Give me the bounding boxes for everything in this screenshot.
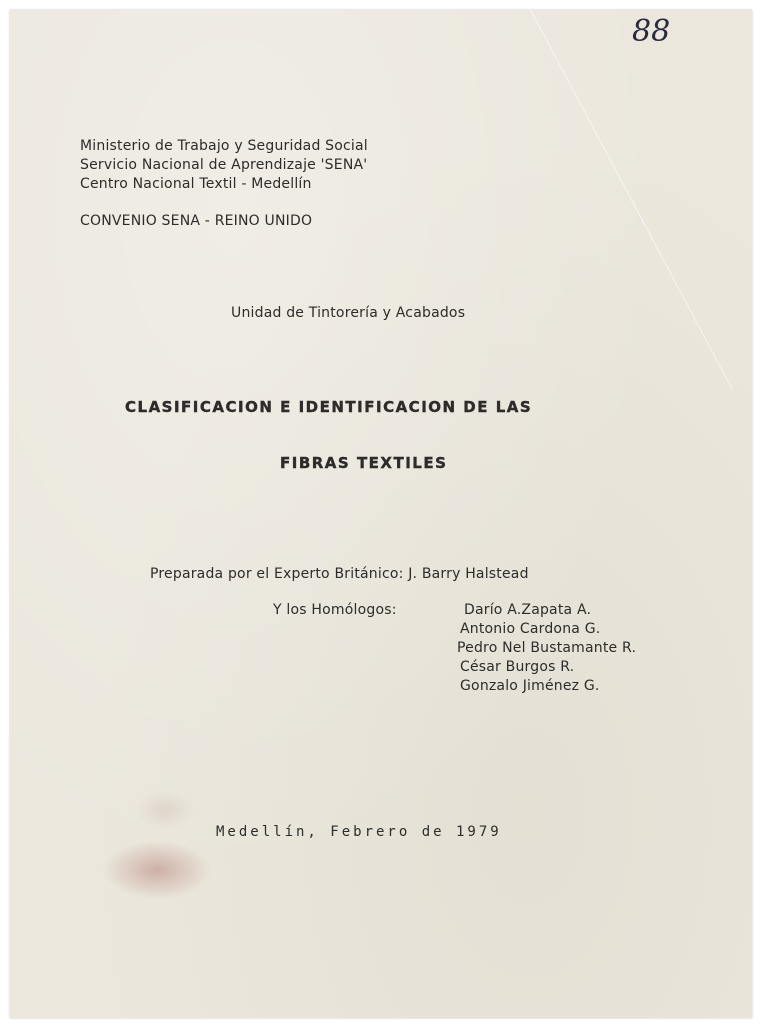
- counterparts-label: Y los Homólogos:: [273, 602, 397, 618]
- paper-stain: [102, 840, 212, 900]
- paper-crease: [530, 10, 733, 390]
- prepared-by: Preparada por el Experto Británico: J. Barry Halstead: [150, 566, 529, 582]
- header-agreement: CONVENIO SENA - REINO UNIDO: [80, 213, 313, 229]
- unit-name: Unidad de Tintorería y Acabados: [231, 305, 466, 321]
- counterpart-name: Pedro Nel Bustamante R.: [457, 640, 637, 656]
- header-service: Servicio Nacional de Aprendizaje 'SENA': [80, 157, 368, 173]
- document-title-line1: CLASIFICACION E IDENTIFICACION DE LAS: [125, 398, 533, 416]
- counterpart-name: Antonio Cardona G.: [460, 621, 601, 637]
- counterpart-name: Gonzalo Jiménez G.: [460, 678, 600, 694]
- counterpart-name: Darío A.Zapata A.: [464, 602, 592, 618]
- counterpart-name: César Burgos R.: [460, 659, 575, 675]
- document-title-line2: FIBRAS TEXTILES: [280, 454, 448, 472]
- document-page: [10, 10, 752, 1018]
- handwritten-page-number: 88: [632, 14, 671, 49]
- place-and-date: Medellín, Febrero de 1979: [216, 824, 502, 840]
- header-center: Centro Nacional Textil - Medellín: [80, 176, 312, 192]
- paper-stain-faint: [135, 790, 195, 830]
- header-ministry: Ministerio de Trabajo y Seguridad Social: [80, 138, 368, 154]
